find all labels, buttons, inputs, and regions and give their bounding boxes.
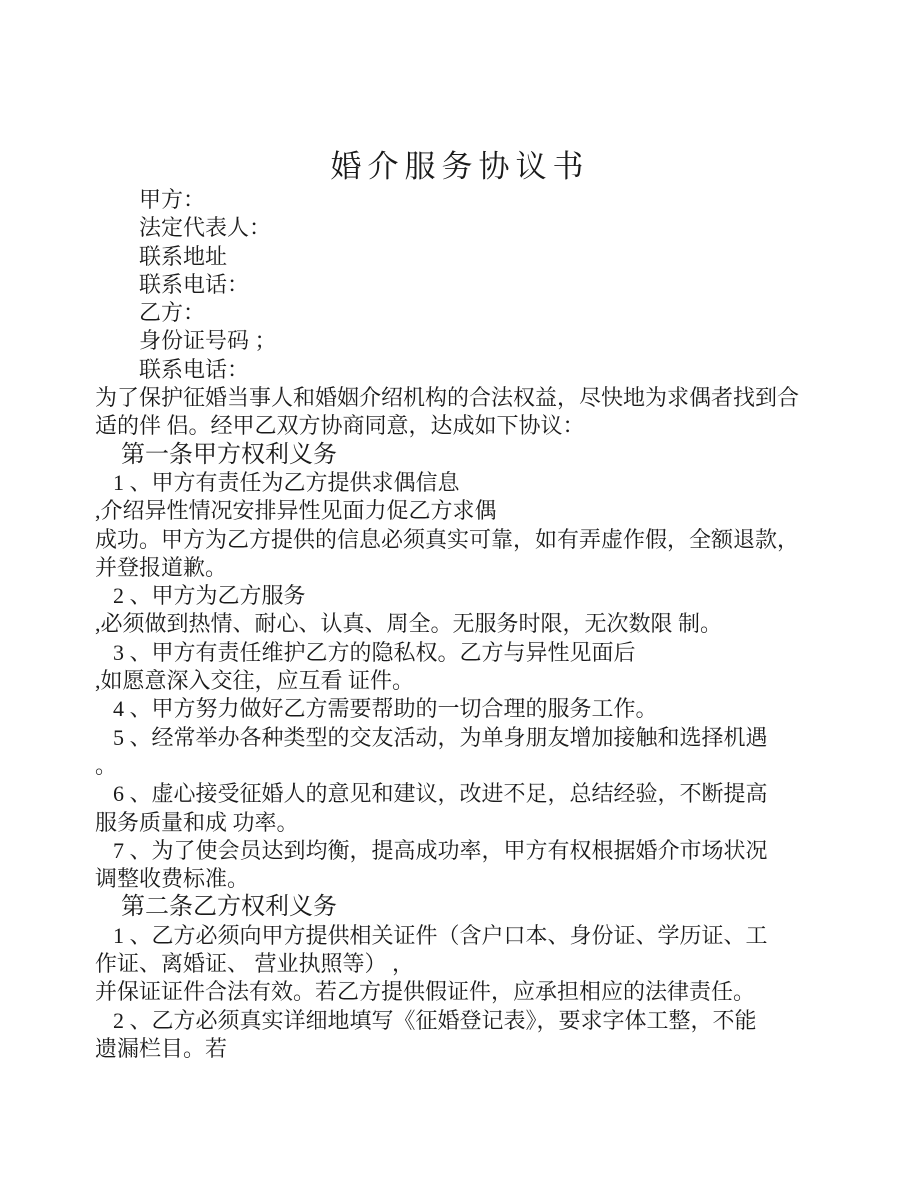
document-line: 适的伴 侣。经甲乙双方协商同意，达成如下协议： xyxy=(95,413,585,439)
document-line: 法定代表人： xyxy=(139,215,272,241)
document-line: ,介绍异性情况安排异性见面力促乙方求偶 xyxy=(95,498,497,524)
document-line: 身份证号码 ； xyxy=(139,328,277,354)
document-line: 作证、离婚证、 营业执照等） ， xyxy=(95,951,415,977)
document-line: ,如愿意深入交往，应互看 证件。 xyxy=(95,668,415,694)
document-line: 为了保护征婚当事人和婚姻介绍机构的合法权益，尽快地为求偶者找到合 xyxy=(95,385,800,411)
document-line: 甲方： xyxy=(139,187,206,212)
document-line: 服务质量和成 功率。 xyxy=(95,809,299,835)
document-line: 第一条甲方权利义务 xyxy=(121,441,337,468)
document-line: 7 、为了使会员达到均衡，提高成功率，甲方有权根据婚介市场状况 xyxy=(113,837,768,863)
document-line: 1 、甲方有责任为乙方提供求偶信息 xyxy=(113,469,460,495)
document-line: 联系电话： xyxy=(139,271,250,297)
document-line: 联系电话： xyxy=(139,356,250,382)
document-line: 乙方： xyxy=(139,300,206,326)
document-line: 5 、经常举办各种类型的交友活动，为单身朋友增加接触和选择机遇 xyxy=(113,724,768,750)
document-body xyxy=(93,186,829,1063)
document-line: 并保证证件合法有效。若乙方提供假证件，应承担相应的法律责任。 xyxy=(95,979,756,1005)
document-title: 婚介服务协议书 xyxy=(330,149,590,184)
document-line: 4 、甲方努力做好乙方需要帮助的一切合理的服务工作。 xyxy=(113,696,658,722)
document-line: 遗漏栏目。若 xyxy=(95,1035,228,1061)
document-line: 成功。甲方为乙方提供的信息必须真实可靠，如有弄虚作假，全额退款， xyxy=(95,526,800,552)
document-line: 。 xyxy=(95,752,118,778)
document-line: 2 、乙方必须真实详细地填写《征婚登记表》，要求字体工整，不能 xyxy=(113,1007,757,1033)
document-line: 联系地址 xyxy=(139,243,228,269)
document-line: 第二条乙方权利义务 xyxy=(121,894,337,921)
document-line: ,必须做到热情、耐心、认真、周全。无服务时限，无次数限 制。 xyxy=(95,611,723,637)
document-line: 调整收费标准。 xyxy=(95,866,250,892)
document-line: 3 、甲方有责任维护乙方的隐私权。乙方与异性见面后 xyxy=(113,639,636,665)
document-line: 并登报道歉。 xyxy=(95,554,228,580)
document-line: 1 、乙方必须向甲方提供相关证件（含户口本、身份证、学历证、工 xyxy=(113,922,768,948)
document-line: 2 、甲方为乙方服务 xyxy=(113,583,306,609)
document-line: 6 、虚心接受征婚人的意见和建议，改进不足，总结经验，不断提高 xyxy=(113,781,768,807)
